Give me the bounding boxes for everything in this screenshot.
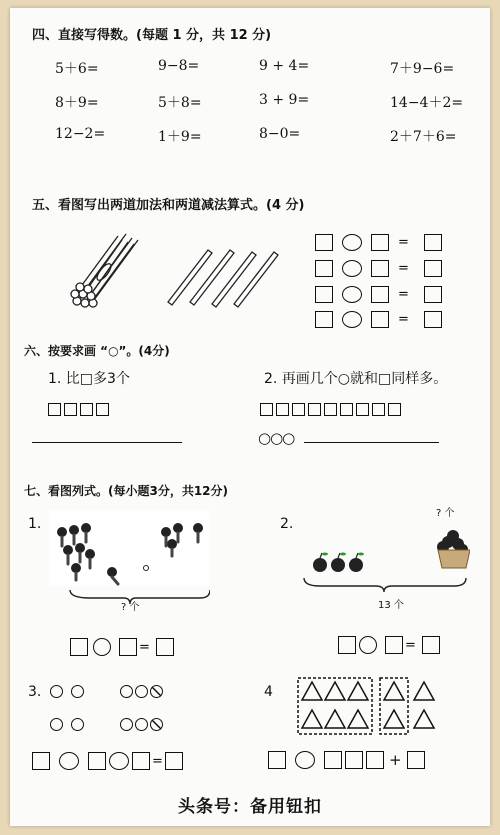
answer-box[interactable]	[371, 260, 389, 277]
circle-group	[120, 685, 165, 698]
equals-sign: =	[398, 312, 409, 327]
answer-box[interactable]	[315, 260, 333, 277]
square-shape	[64, 403, 77, 416]
question-number: 2.	[280, 516, 294, 532]
equation: 3 + 9=	[259, 92, 310, 108]
equals-sign: =	[139, 639, 150, 655]
section-6-question-2: 2. 再画几个○就和□同样多。	[264, 371, 448, 387]
section-4-title: 四、直接写得数。(每题 1 分，共 12 分)	[32, 28, 272, 43]
equation: 7＋9−6=	[390, 61, 455, 77]
square-shape	[340, 403, 353, 416]
equation-blank-row	[338, 636, 440, 654]
answer-box[interactable]	[70, 638, 88, 656]
square-group	[260, 403, 404, 416]
equation-blank-row	[32, 752, 183, 770]
equation-blank-row	[315, 286, 442, 303]
operator-circle[interactable]	[109, 752, 129, 770]
equals-sign: =	[405, 637, 416, 653]
answer-box[interactable]	[424, 311, 442, 328]
circle-group	[50, 685, 86, 698]
answer-box[interactable]	[371, 234, 389, 251]
single-sticks-image	[160, 244, 280, 310]
circle-group	[50, 718, 86, 731]
answer-box[interactable]	[88, 752, 106, 770]
question-number: 3.	[28, 684, 42, 700]
answer-box[interactable]	[338, 636, 356, 654]
answer-box[interactable]	[268, 751, 286, 769]
operator-circle[interactable]	[59, 752, 79, 770]
equation-blank-row	[315, 234, 442, 251]
equation: 9−8=	[158, 58, 200, 74]
answer-box[interactable]	[32, 752, 50, 770]
worksheet-page	[10, 8, 490, 826]
answer-box[interactable]	[407, 751, 425, 769]
square-shape	[260, 403, 273, 416]
equation: 9 + 4=	[259, 58, 310, 74]
answer-box[interactable]	[345, 751, 363, 769]
answer-line[interactable]	[304, 442, 439, 443]
section-5-title: 五、看图写出两道加法和两道减法算式。(4 分)	[32, 198, 305, 213]
operator-circle[interactable]	[93, 638, 111, 656]
square-shape	[388, 403, 401, 416]
circle-shape	[135, 718, 148, 731]
circle-shape	[71, 685, 84, 698]
equals-sign: =	[398, 235, 409, 250]
section-7-title: 七、看图列式。(每小题3分，共12分)	[24, 484, 229, 498]
stick-bundle-image	[60, 232, 150, 312]
plus-sign: +	[389, 751, 402, 769]
equation: 8＋9=	[55, 95, 99, 111]
operator-circle[interactable]	[342, 311, 362, 328]
equation: 2＋7＋6=	[390, 129, 457, 145]
equals-sign: =	[398, 261, 409, 276]
equation-blank-row	[315, 260, 442, 277]
square-shape	[356, 403, 369, 416]
operator-circle[interactable]	[342, 286, 362, 303]
crossed-circle-shape	[150, 718, 163, 731]
answer-line[interactable]	[32, 442, 182, 443]
crossed-circle-shape	[150, 685, 163, 698]
total-count-label: 13 个	[378, 600, 404, 611]
square-shape	[372, 403, 385, 416]
answer-box[interactable]	[422, 636, 440, 654]
operator-circle[interactable]	[295, 751, 315, 769]
answer-box[interactable]	[424, 260, 442, 277]
unknown-count-label: ? 个	[436, 508, 455, 519]
watermark-footer: 头条号：备用钮扣	[178, 797, 322, 817]
circle-shape	[50, 718, 63, 731]
answer-box[interactable]	[315, 234, 333, 251]
operator-circle[interactable]	[359, 636, 377, 654]
answer-box[interactable]	[371, 311, 389, 328]
circle-shape	[120, 685, 133, 698]
square-shape	[96, 403, 109, 416]
answer-box[interactable]	[119, 638, 137, 656]
operator-circle[interactable]	[342, 260, 362, 277]
circle-shape	[135, 685, 148, 698]
equals-sign: =	[398, 287, 409, 302]
square-shape	[308, 403, 321, 416]
square-group	[48, 403, 112, 416]
circle-shape	[120, 718, 133, 731]
circle-shape	[50, 685, 63, 698]
section-6-question-1: 1. 比□多3个	[48, 371, 130, 387]
children-playing-image	[50, 510, 210, 610]
equation: 14−4＋2=	[390, 95, 464, 111]
equation-blank-row	[268, 751, 425, 769]
answer-box[interactable]	[165, 752, 183, 770]
equation: 1＋9=	[158, 129, 202, 145]
unknown-count-label: ? 个	[121, 602, 140, 613]
square-shape	[292, 403, 305, 416]
question-number: 1.	[28, 516, 42, 532]
answer-box[interactable]	[324, 751, 342, 769]
answer-box[interactable]	[315, 286, 333, 303]
answer-box[interactable]	[385, 636, 403, 654]
answer-box[interactable]	[366, 751, 384, 769]
equals-sign: =	[152, 753, 163, 769]
circle-shape	[71, 718, 84, 731]
equation: 12−2=	[55, 126, 106, 142]
given-circles: ○○○	[258, 429, 295, 447]
square-shape	[276, 403, 289, 416]
answer-box[interactable]	[156, 638, 174, 656]
triangles-image	[294, 674, 444, 740]
square-shape	[80, 403, 93, 416]
answer-box[interactable]	[132, 752, 150, 770]
circle-group	[120, 718, 165, 731]
operator-circle[interactable]	[342, 234, 362, 251]
square-shape	[48, 403, 61, 416]
section-6-title: 六、按要求画 “○”。(4分)	[24, 344, 170, 358]
equation-blank-row	[315, 311, 442, 328]
question-number: 4	[264, 684, 273, 700]
answer-box[interactable]	[424, 234, 442, 251]
answer-box[interactable]	[424, 286, 442, 303]
equation: 8−0=	[259, 126, 301, 142]
answer-box[interactable]	[371, 286, 389, 303]
equation-blank-row	[70, 638, 174, 656]
equation: 5＋8=	[158, 95, 202, 111]
square-shape	[324, 403, 337, 416]
answer-box[interactable]	[315, 311, 333, 328]
equation: 5＋6=	[55, 61, 99, 77]
